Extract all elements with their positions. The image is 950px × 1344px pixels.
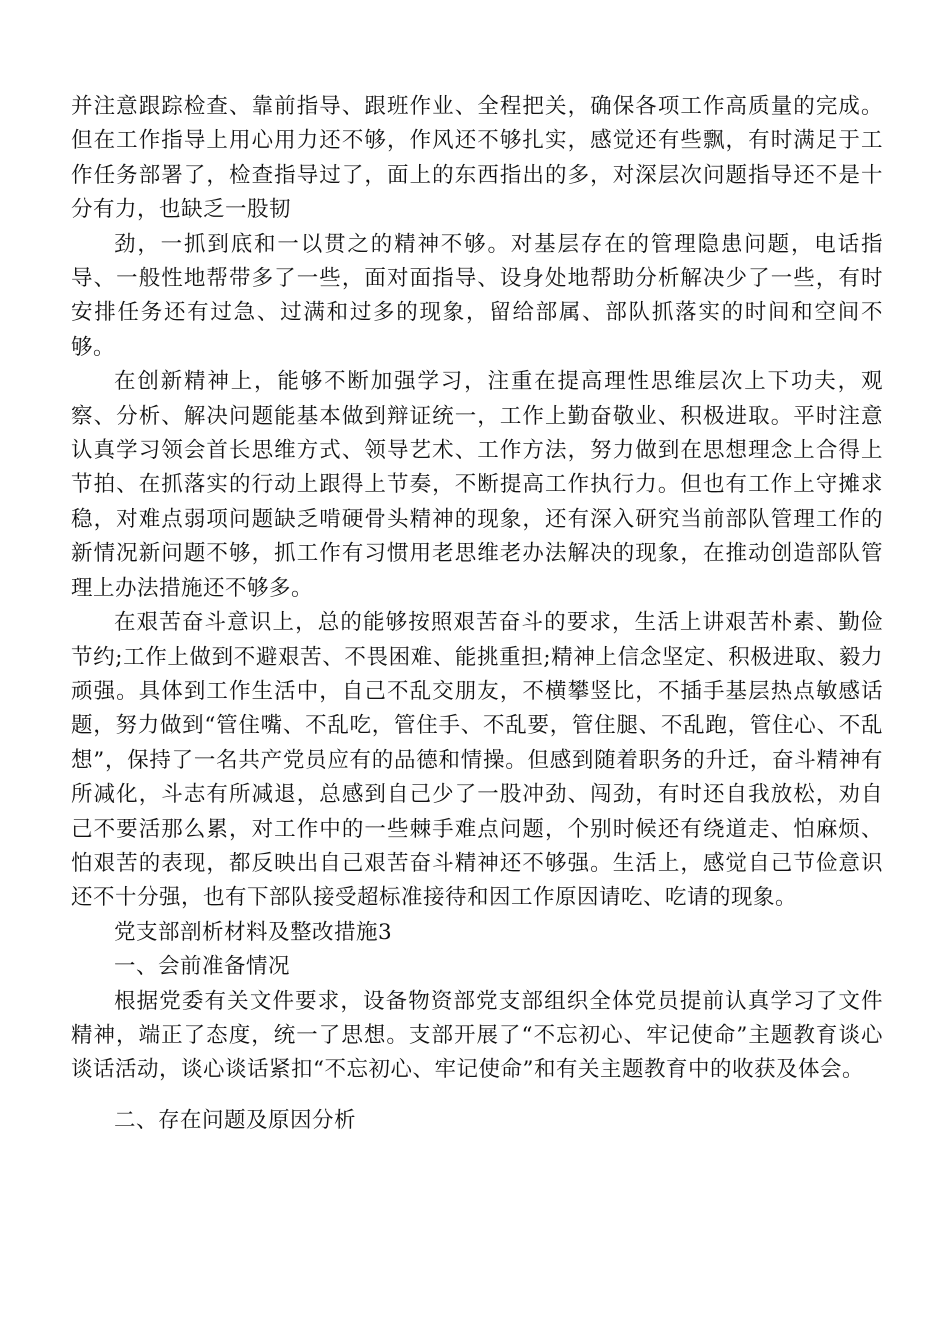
document-body [71, 90, 883, 1138]
paragraph-innovation-spirit: 在创新精神上，能够不断加强学习，注重在提高理性思维层次上下功夫，观察、分析、解决问题能基本做到辩证统一，工作上勤奋敬业、积极进取。平时注意认真学习领会首长思维方式、领导艺术、工作方法，努力做到在思想理念上合得上节拍、在抓落实的行动上跟得上节奏，不断提高工作执行力。但也有工作上守摊求稳，对难点弱项问题缺乏啃硬骨头精神的现象，还有深入研究当前部队管理工作的新情况新问题不够，抓工作有习惯用老思维老办法解决的现象，在推动创造部队管理上办法措施还不够多。 [71, 369, 883, 601]
section-heading-problems: 二、存在问题及原因分析 [114, 1107, 357, 1133]
paragraph-continued: 并注意跟踪检查、靠前指导、跟班作业、全程把关，确保各项工作高质量的完成。但在工作指导上用心用力还不够，作风还不够扎实，感觉还有些飘，有时满足于工作任务部署了，检查指导过了，面上的东西指出的多，对深层次问题指导还不是十分有力，也缺乏一股韧 [71, 94, 883, 223]
paragraph-work-guidance: 劲，一抓到底和一以贯之的精神不够。对基层存在的管理隐患问题，电话指导、一般性地帮带多了一些，面对面指导、设身处地帮助分析解决少了一些，有时安排任务还有过急、过满和过多的现象，留给部属、部队抓落实的时间和空间不够。 [71, 231, 883, 360]
section-heading-preparation: 一、会前准备情况 [114, 954, 291, 980]
section-title: 党支部剖析材料及整改措施3 [114, 919, 393, 945]
paragraph-hard-work-awareness: 在艰苦奋斗意识上，总的能够按照艰苦奋斗的要求，生活上讲艰苦朴素、勤俭节约;工作上做到不避艰苦、不畏困难、能挑重担;精神上信念坚定、积极进取、毅力顽强。具体到工作生活中，自己不乱交朋友，不横攀竖比，不插手基层热点敏感话题，努力做到“管住嘴、不乱吃，管住手、不乱要，管住腿、不乱跑，管住心、不乱想”，保持了一名共产党员应有的品德和情操。但感到随着职务的升迁，奋斗精神有所减化，斗志有所减退，总感到自己少了一股冲劲、闯劲，有时还自我放松，劝自己不要活那么累，对工作中的一些棘手难点问题，个别时候还有绕道走、怕麻烦、怕艰苦的表现，都反映出自己艰苦奋斗精神还不够强。生活上，感觉自己节俭意识还不十分强，也有下部队接受超标准接待和因工作原因请吃、吃请的现象。 [71, 610, 883, 911]
paragraph-preparation-details: 根据党委有关文件要求，设备物资部党支部组织全体党员提前认真学习了文件精神，端正了态度，统一了思想。支部开展了“不忘初心、牢记使命”主题教育谈心谈话活动，谈心谈话紧扣“不忘初心、牢记使命”和有关主题教育中的收获及体会。 [71, 988, 883, 1083]
